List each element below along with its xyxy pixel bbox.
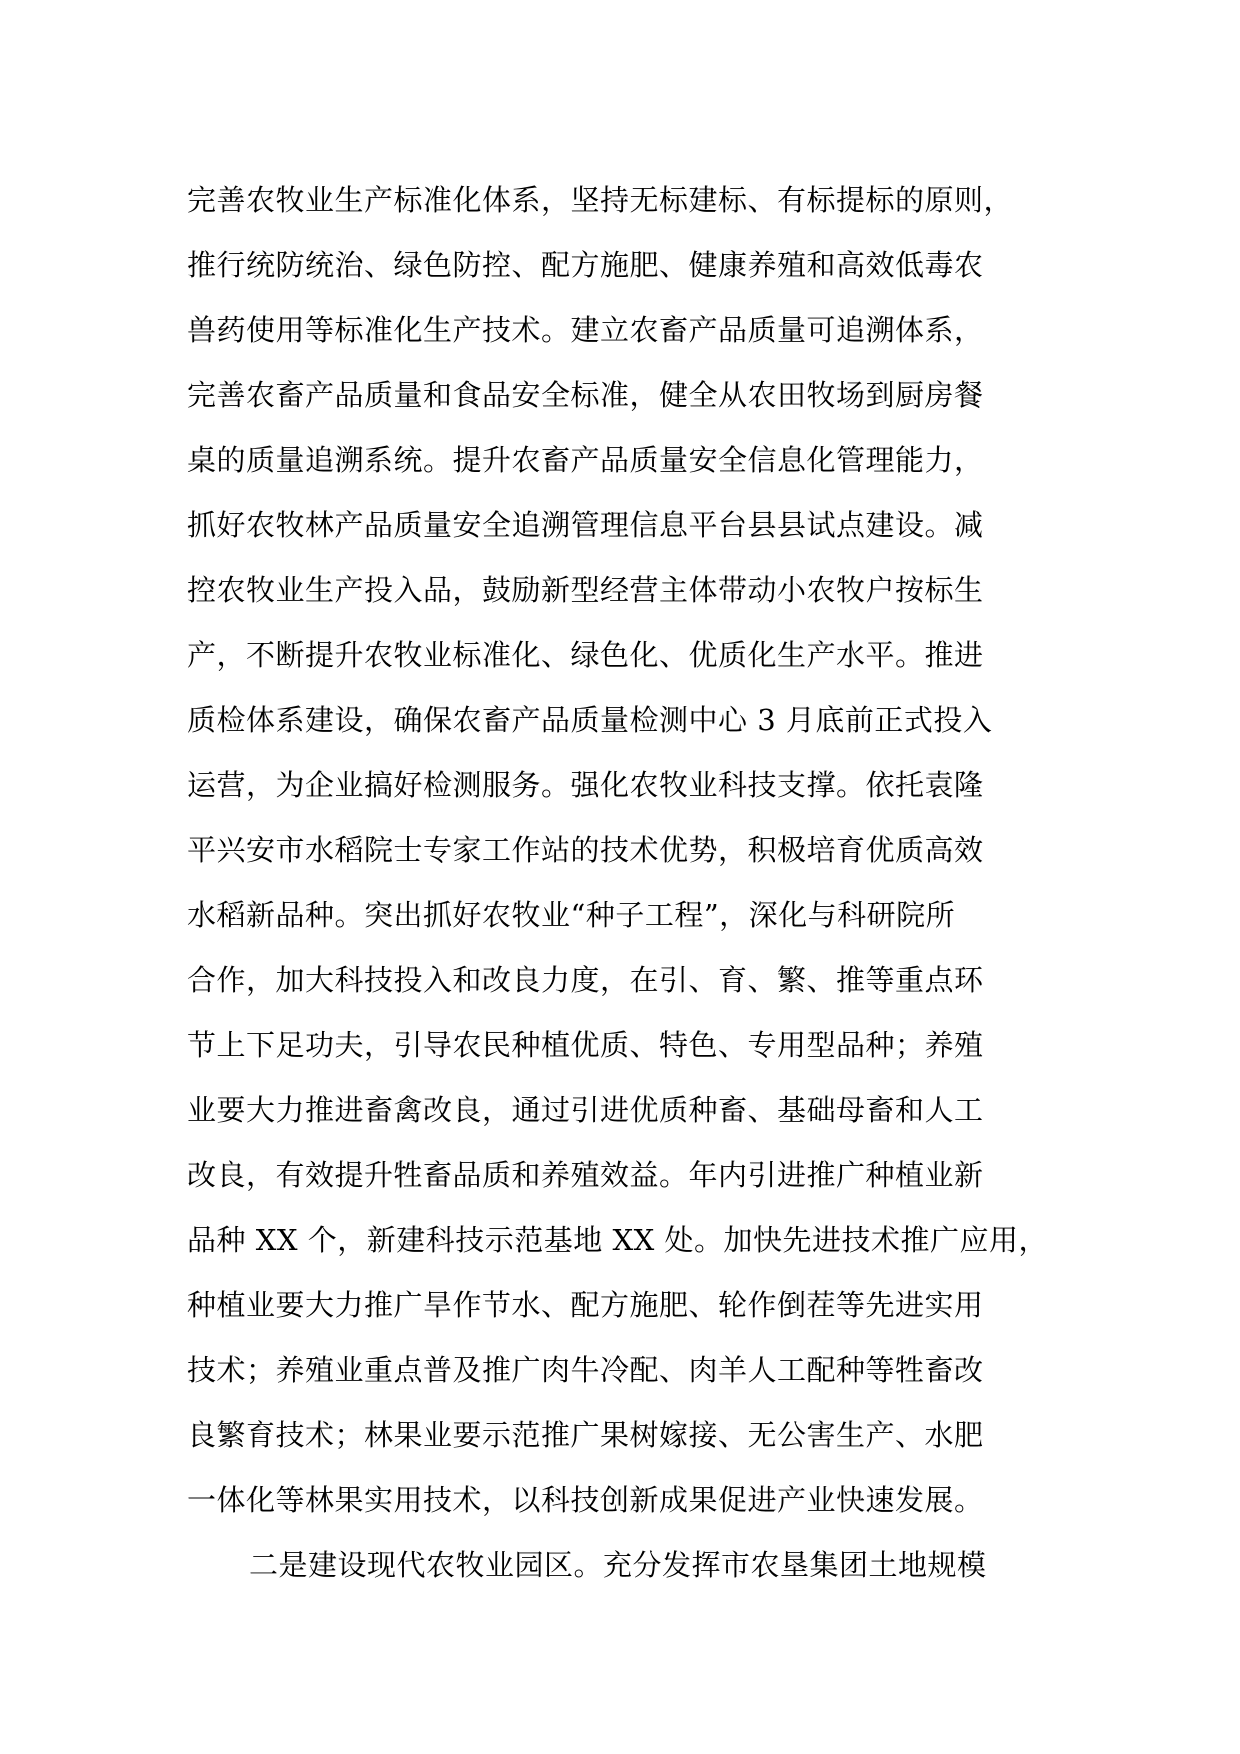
text-line: 推行统防统治、绿色防控、配方施肥、健康养殖和高效低毒农 — [187, 248, 984, 282]
text-line: 完善农畜产品质量和食品安全标准，健全从农田牧场到厨房餐 — [187, 378, 984, 412]
text-line: 控农牧业生产投入品，鼓励新型经营主体带动小农牧户按标生 — [187, 573, 984, 607]
text-line: 品种 XX 个，新建科技示范基地 XX 处。加快先进技术推广应用， — [187, 1223, 1048, 1257]
text-line: 水稻新品种。突出抓好农牧业“种子工程”，深化与科研院所 — [187, 898, 956, 932]
text-line: 平兴安市水稻院士专家工作站的技术优势，积极培育优质高效 — [187, 833, 984, 867]
text-line: 种植业要大力推广旱作节水、配方施肥、轮作倒茬等先进实用 — [187, 1288, 984, 1322]
text-line: 改良，有效提升牲畜品质和养殖效益。年内引进推广种植业新 — [187, 1158, 984, 1192]
paragraph-1 — [187, 168, 1067, 1533]
text-line: 抓好农牧林产品质量安全追溯管理信息平台县县试点建设。减 — [187, 508, 984, 542]
text-line: 合作，加大科技投入和改良力度，在引、育、繁、推等重点环 — [187, 963, 984, 997]
text-line: 技术；养殖业重点普及推广肉牛冷配、肉羊人工配种等牲畜改 — [187, 1353, 984, 1387]
text-line: 运营，为企业搞好检测服务。强化农牧业科技支撑。依托袁隆 — [187, 768, 984, 802]
text-line: 兽药使用等标准化生产技术。建立农畜产品质量可追溯体系， — [187, 313, 984, 347]
text-line: 完善农牧业生产标准化体系，坚持无标建标、有标提标的原则， — [187, 183, 1014, 217]
text-line: 节上下足功夫，引导农民种植优质、特色、专用型品种；养殖 — [187, 1028, 984, 1062]
body-text — [187, 168, 1067, 1598]
text-line: 业要大力推进畜禽改良，通过引进优质种畜、基础母畜和人工 — [187, 1093, 984, 1127]
paragraph-2 — [187, 1533, 1067, 1598]
text-line: 桌的质量追溯系统。提升农畜产品质量安全信息化管理能力， — [187, 443, 984, 477]
text-line: 二是建设现代农牧业园区。充分发挥市农垦集团土地规模 — [249, 1548, 987, 1582]
text-line: 一体化等林果实用技术，以科技创新成果促进产业快速发展。 — [187, 1483, 984, 1517]
text-line: 质检体系建设，确保农畜产品质量检测中心 3 月底前正式投入 — [187, 703, 993, 737]
text-line: 良繁育技术；林果业要示范推广果树嫁接、无公害生产、水肥 — [187, 1418, 984, 1452]
text-line: 产，不断提升农牧业标准化、绿色化、优质化生产水平。推进 — [187, 638, 984, 672]
